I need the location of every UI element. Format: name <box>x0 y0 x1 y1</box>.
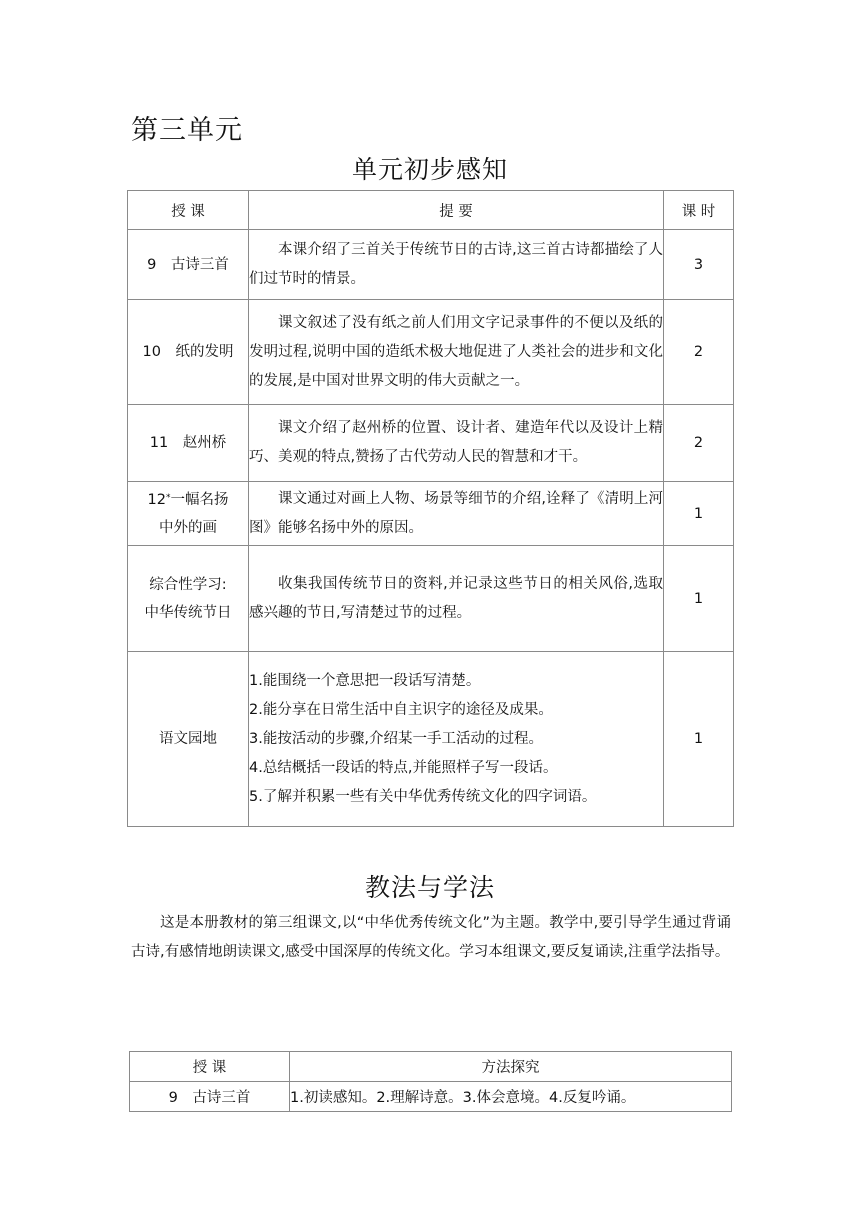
table-row <box>128 230 734 300</box>
table-row <box>128 546 734 652</box>
methods-header-row <box>130 1052 732 1082</box>
methods-table <box>129 1051 732 1112</box>
methods-paragraph: 这是本册教材的第三组课文,以“中华优秀传统文化”为主题。教学中,要引导学生通过背诵古诗,有感情地朗读课文,感受中国深厚的传统文化。学习本组课文,要反复诵读,注重学法指导。 <box>131 915 731 960</box>
table-row <box>128 482 734 546</box>
list-item: 2.能分享在日常生活中自主识字的途径及成果。 <box>249 701 553 718</box>
goals-cell <box>249 652 664 827</box>
summary-cell: 收集我国传统节日的资料,并记录这些节日的相关风俗,选取感兴趣的节日,写清楚过节的过程。 <box>249 546 664 652</box>
header-summary: 提 要 <box>249 191 664 230</box>
hours-cell: 1 <box>664 546 734 652</box>
hours-cell: 3 <box>664 230 734 300</box>
table-row <box>130 1082 732 1112</box>
table-row <box>128 652 734 827</box>
lesson-cell: 9 古诗三首 <box>128 230 249 300</box>
lesson-title-line: 中华传统节日 <box>144 604 232 621</box>
summary-cell: 本课介绍了三首关于传统节日的古诗,这三首古诗都描绘了人们过节时的情景。 <box>249 230 664 300</box>
summary-cell: 课文叙述了没有纸之前人们用文字记录事件的不便以及纸的发明过程,说明中国的造纸术极大地促进了人类社会的进步和文化的发展,是中国对世界文明的伟大贡献之一。 <box>249 300 664 405</box>
lesson-cell <box>128 546 249 652</box>
header-hours: 课 时 <box>664 191 734 230</box>
method-cell: 1.初读感知。2.理解诗意。3.体会意境。4.反复吟诵。 <box>290 1082 732 1112</box>
lesson-cell: 9 古诗三首 <box>130 1082 290 1112</box>
summary-cell: 课文通过对画上人物、场景等细节的介绍,诠释了《清明上河图》能够名扬中外的原因。 <box>249 482 664 546</box>
list-item: 4.总结概括一段话的特点,并能照样子写一段话。 <box>249 759 558 776</box>
hours-cell: 1 <box>664 482 734 546</box>
lesson-cell: 10 纸的发明 <box>128 300 249 405</box>
hours-cell: 1 <box>664 652 734 827</box>
overview-header-row <box>128 191 734 230</box>
table-row <box>128 300 734 405</box>
lesson-title-line: 一幅名扬 <box>170 491 229 508</box>
lesson-cell: 11 赵州桥 <box>128 405 249 482</box>
list-item: 1.能围绕一个意思把一段话写清楚。 <box>249 672 481 689</box>
overview-table <box>127 190 734 827</box>
lesson-title-line: 中外的画 <box>159 519 217 536</box>
list-item: 5.了解并积累一些有关中华优秀传统文化的四字词语。 <box>249 788 597 805</box>
summary-cell: 课文介绍了赵州桥的位置、设计者、建造年代以及设计上精巧、美观的特点,赞扬了古代劳动人民的智慧和才干。 <box>249 405 664 482</box>
lesson-cell <box>128 482 249 546</box>
overview-title: 单元初步感知 <box>351 155 508 184</box>
table-row <box>128 405 734 482</box>
optional-mark: * <box>165 492 171 503</box>
header-lesson: 授 课 <box>128 191 249 230</box>
lesson-title-line: 综合性学习: <box>149 576 227 593</box>
lesson-number: 12 <box>147 491 166 508</box>
hours-cell: 2 <box>664 405 734 482</box>
unit-title: 第三单元 <box>131 115 243 146</box>
list-item: 3.能按活动的步骤,介绍某一手工活动的过程。 <box>249 730 543 747</box>
lesson-cell: 语文园地 <box>128 652 249 827</box>
methods-title: 教法与学法 <box>364 873 495 902</box>
goals-list <box>249 667 663 812</box>
header-method: 方法探究 <box>290 1052 732 1082</box>
hours-cell: 2 <box>664 300 734 405</box>
header-lesson: 授 课 <box>130 1052 290 1082</box>
